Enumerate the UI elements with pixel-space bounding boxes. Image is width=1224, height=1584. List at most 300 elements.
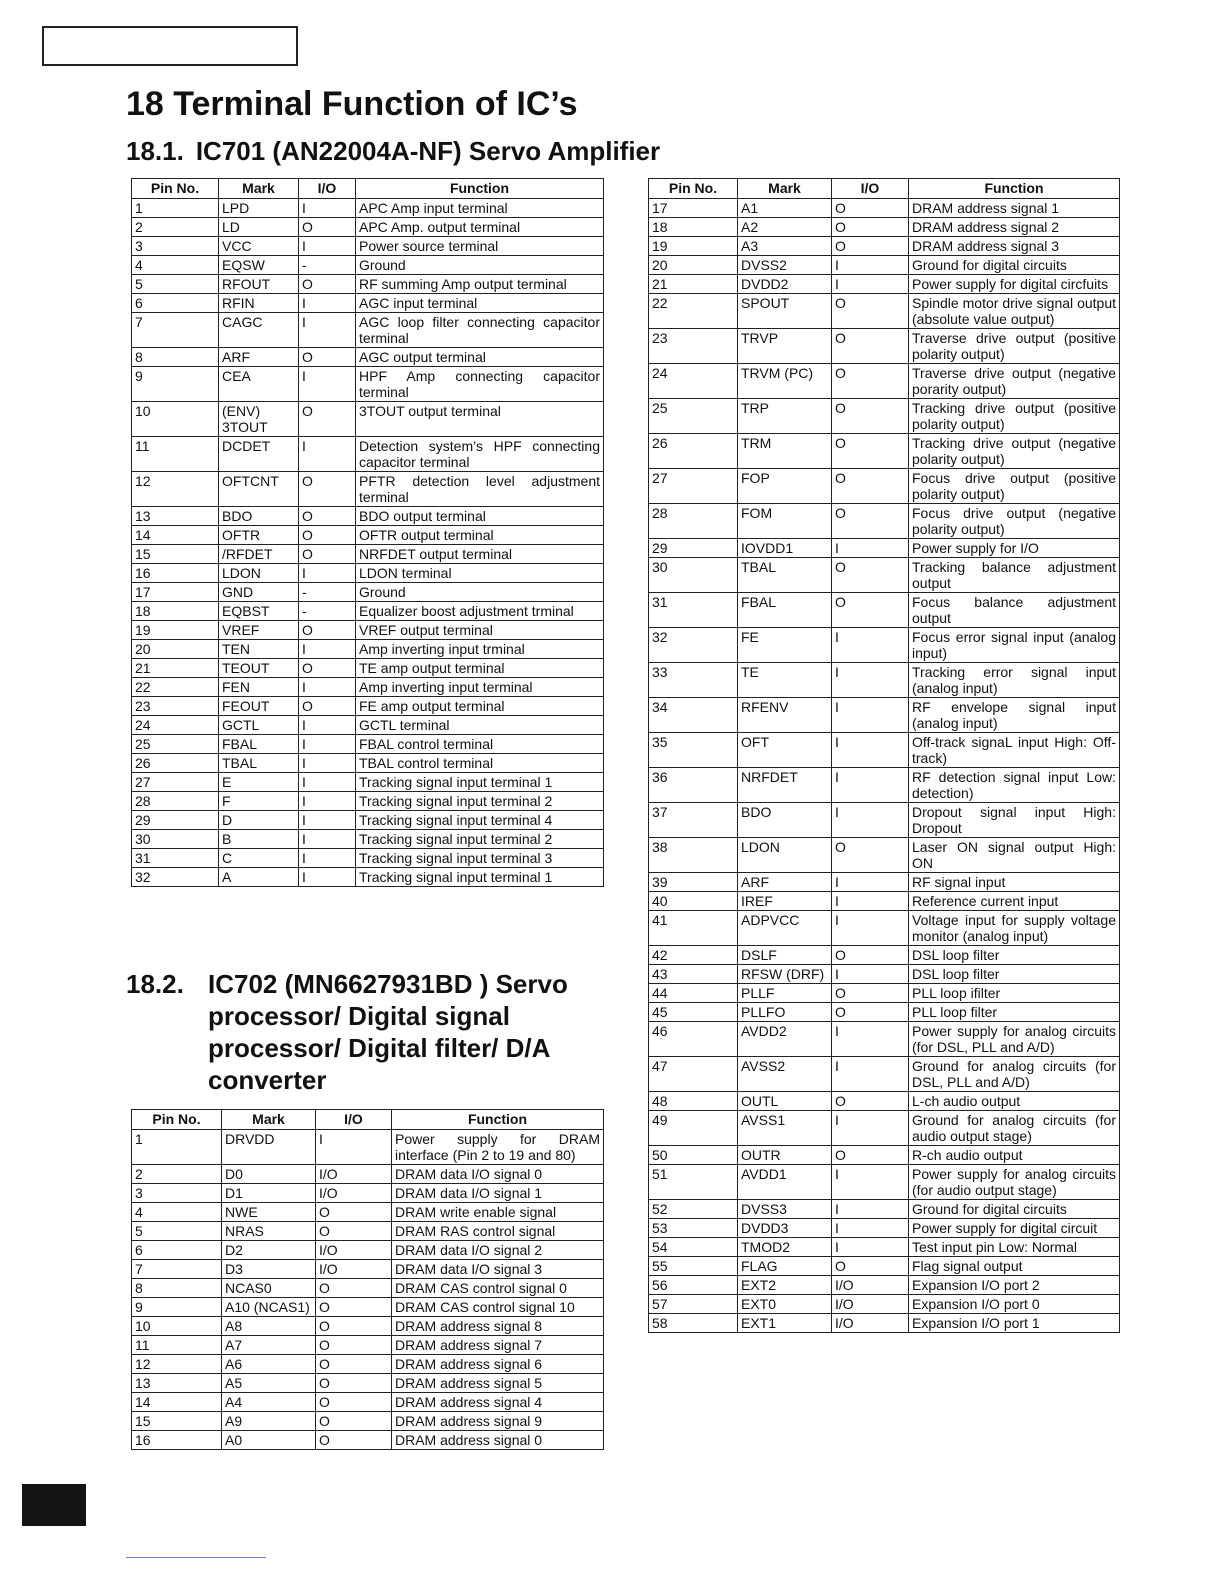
table-row — [132, 716, 604, 735]
function-cell: DRAM RAS control signal — [392, 1222, 604, 1241]
function-cell: Tracking signal input terminal 2 — [356, 792, 604, 811]
pin-number-cell: 4 — [132, 256, 219, 275]
table-row — [132, 1222, 604, 1241]
pin-number-cell: 9 — [132, 367, 219, 402]
pin-number-cell: 48 — [649, 1092, 738, 1111]
io-cell: I — [832, 1057, 909, 1092]
io-cell: O — [832, 364, 909, 399]
table-row — [132, 868, 604, 887]
table-row — [649, 469, 1120, 504]
function-header: Function — [909, 179, 1120, 199]
io-cell: O — [832, 1092, 909, 1111]
io-cell: O — [832, 946, 909, 965]
page-title: 18 Terminal Function of IC’s — [126, 85, 578, 123]
function-cell: HPF Amp connecting capacitor terminal — [356, 367, 604, 402]
io-cell: O — [832, 399, 909, 434]
pin-number-cell: 26 — [649, 434, 738, 469]
function-cell: Spindle motor drive signal output (absolute value output) — [909, 294, 1120, 329]
mark-cell: A3 — [738, 237, 832, 256]
mark-cell: RFSW (DRF) — [738, 965, 832, 984]
table-row — [649, 1257, 1120, 1276]
io-cell: O — [832, 838, 909, 873]
io-cell: O — [316, 1355, 392, 1374]
pin-number-cell: 31 — [649, 593, 738, 628]
mark-cell: ARF — [738, 873, 832, 892]
function-cell: Off-track signaL input High: Off-track) — [909, 733, 1120, 768]
section-heading-ic701 — [126, 134, 660, 168]
mark-cell: GND — [219, 583, 299, 602]
pin-number-cell: 12 — [132, 1355, 222, 1374]
pin-number-cell: 30 — [132, 830, 219, 849]
pin-number-cell: 50 — [649, 1146, 738, 1165]
function-cell: Ground for analog circuits (for DSL, PLL and A/D) — [909, 1057, 1120, 1092]
function-cell: TBAL control terminal — [356, 754, 604, 773]
function-cell: TE amp output terminal — [356, 659, 604, 678]
function-cell: Ground for analog circuits (for audio output stage) — [909, 1111, 1120, 1146]
table-row — [132, 1279, 604, 1298]
io-cell: O — [832, 469, 909, 504]
function-cell: L-ch audio output — [909, 1092, 1120, 1111]
pin-number-cell: 6 — [132, 294, 219, 313]
table-row — [649, 434, 1120, 469]
io-cell: I — [299, 830, 356, 849]
function-cell: AGC output terminal — [356, 348, 604, 367]
io-cell: I — [832, 1200, 909, 1219]
function-cell: DRAM address signal 5 — [392, 1374, 604, 1393]
table-row — [649, 218, 1120, 237]
function-cell: Tracking error signal input (analog input) — [909, 663, 1120, 698]
io-cell: O — [832, 558, 909, 593]
mark-cell: LDON — [219, 564, 299, 583]
pin-number-cell: 24 — [649, 364, 738, 399]
function-cell: Test input pin Low: Normal — [909, 1238, 1120, 1257]
table-row — [132, 218, 604, 237]
pin-number-cell: 10 — [132, 402, 219, 437]
table-row — [132, 811, 604, 830]
pin-number-cell: 18 — [649, 218, 738, 237]
mark-cell: A8 — [222, 1317, 316, 1336]
table-row — [132, 402, 604, 437]
mark-header: Mark — [738, 179, 832, 199]
table-row — [132, 792, 604, 811]
mark-cell: FEN — [219, 678, 299, 697]
io-cell: O — [832, 593, 909, 628]
io-cell: - — [299, 602, 356, 621]
mark-cell: LD — [219, 218, 299, 237]
pin-number-cell: 41 — [649, 911, 738, 946]
table-row — [649, 892, 1120, 911]
function-cell: APC Amp input terminal — [356, 199, 604, 218]
function-cell: DRAM address signal 1 — [909, 199, 1120, 218]
io-cell: O — [832, 984, 909, 1003]
mark-cell: A0 — [222, 1431, 316, 1450]
io-cell: I — [299, 437, 356, 472]
pin-number-cell: 23 — [649, 329, 738, 364]
mark-cell: D2 — [222, 1241, 316, 1260]
table-row — [649, 1057, 1120, 1092]
io-cell: O — [316, 1222, 392, 1241]
pin-number-cell: 3 — [132, 237, 219, 256]
pin-number-cell: 28 — [649, 504, 738, 539]
table-row — [649, 1092, 1120, 1111]
pin-number-cell: 24 — [132, 716, 219, 735]
io-cell: I — [299, 849, 356, 868]
function-cell: Ground for digital circuits — [909, 256, 1120, 275]
table-row — [132, 348, 604, 367]
mark-cell: C — [219, 849, 299, 868]
table-header-row — [132, 1110, 604, 1130]
io-cell: I/O — [316, 1260, 392, 1279]
io-cell: I — [832, 628, 909, 663]
io-cell: - — [299, 583, 356, 602]
pin-number-cell: 47 — [649, 1057, 738, 1092]
function-cell: Expansion I/O port 2 — [909, 1276, 1120, 1295]
table-row — [649, 199, 1120, 218]
function-cell: DRAM address signal 9 — [392, 1412, 604, 1431]
table-row — [132, 367, 604, 402]
table-row — [649, 733, 1120, 768]
table-header-row — [649, 179, 1120, 199]
io-cell: I — [299, 313, 356, 348]
io-cell: I — [316, 1130, 392, 1165]
io-cell: O — [316, 1203, 392, 1222]
mark-cell: PLLF — [738, 984, 832, 1003]
table-row — [649, 698, 1120, 733]
io-cell: O — [832, 294, 909, 329]
mark-cell: VREF — [219, 621, 299, 640]
mark-cell: EXT0 — [738, 1295, 832, 1314]
table-row — [132, 1165, 604, 1184]
function-cell: Tracking signal input terminal 2 — [356, 830, 604, 849]
mark-cell: A — [219, 868, 299, 887]
table-row — [649, 256, 1120, 275]
function-cell: Tracking balance adjustment output — [909, 558, 1120, 593]
table-row — [649, 1219, 1120, 1238]
function-cell: AGC loop filter connecting capacitor terminal — [356, 313, 604, 348]
function-cell: RF envelope signal input (analog input) — [909, 698, 1120, 733]
function-cell: RF summing Amp output terminal — [356, 275, 604, 294]
function-cell: Power supply for analog circuits (for audio output stage) — [909, 1165, 1120, 1200]
pin-number-cell: 33 — [649, 663, 738, 698]
table-row — [649, 1003, 1120, 1022]
mark-cell: CEA — [219, 367, 299, 402]
table-row — [132, 697, 604, 716]
function-cell: Amp inverting input terminal — [356, 678, 604, 697]
pin-number-cell: 19 — [132, 621, 219, 640]
io-cell: I/O — [316, 1184, 392, 1203]
function-cell: DRAM address signal 2 — [909, 218, 1120, 237]
table-row — [132, 849, 604, 868]
function-cell: DRAM address signal 4 — [392, 1393, 604, 1412]
io-cell: O — [832, 1257, 909, 1276]
mark-cell: RFENV — [738, 698, 832, 733]
mark-cell: OUTL — [738, 1092, 832, 1111]
io-cell: O — [299, 275, 356, 294]
pin-number-cell: 25 — [132, 735, 219, 754]
function-cell: Tracking signal input terminal 4 — [356, 811, 604, 830]
pin-number-cell: 56 — [649, 1276, 738, 1295]
function-cell: Focus error signal input (analog input) — [909, 628, 1120, 663]
pin-number-cell: 49 — [649, 1111, 738, 1146]
table-row — [132, 602, 604, 621]
mark-cell: TBAL — [738, 558, 832, 593]
function-cell: DRAM data I/O signal 3 — [392, 1260, 604, 1279]
mark-cell: RFOUT — [219, 275, 299, 294]
function-cell: DRAM CAS control signal 0 — [392, 1279, 604, 1298]
table-row — [649, 1314, 1120, 1333]
pin-no-header: Pin No. — [649, 179, 738, 199]
mark-cell: ARF — [219, 348, 299, 367]
function-cell: Ground — [356, 256, 604, 275]
mark-cell: A9 — [222, 1412, 316, 1431]
table-row — [649, 399, 1120, 434]
pin-number-cell: 18 — [132, 602, 219, 621]
table-row — [649, 1165, 1120, 1200]
pin-no-header: Pin No. — [132, 179, 219, 199]
table-row — [649, 628, 1120, 663]
io-cell: I — [299, 640, 356, 659]
mark-cell: D3 — [222, 1260, 316, 1279]
mark-cell: TEOUT — [219, 659, 299, 678]
pin-number-cell: 30 — [649, 558, 738, 593]
mark-cell: DVSS3 — [738, 1200, 832, 1219]
io-cell: O — [316, 1412, 392, 1431]
io-cell: I — [832, 873, 909, 892]
function-cell: Power source terminal — [356, 237, 604, 256]
table-row — [132, 735, 604, 754]
pin-number-cell: 32 — [132, 868, 219, 887]
mark-cell: OFT — [738, 733, 832, 768]
table-row — [132, 1336, 604, 1355]
io-cell: I — [299, 868, 356, 887]
function-cell: Dropout signal input High: Dropout — [909, 803, 1120, 838]
pin-number-cell: 5 — [132, 275, 219, 294]
mark-cell: F — [219, 792, 299, 811]
table-row — [649, 593, 1120, 628]
io-cell: O — [299, 507, 356, 526]
mark-cell: NRAS — [222, 1222, 316, 1241]
function-cell: DSL loop filter — [909, 965, 1120, 984]
table-row — [132, 237, 604, 256]
pin-number-cell: 32 — [649, 628, 738, 663]
function-cell: DRAM address signal 0 — [392, 1431, 604, 1450]
table-row — [649, 1295, 1120, 1314]
section-number: 18.2. — [126, 969, 184, 999]
io-cell: I/O — [832, 1314, 909, 1333]
pin-number-cell: 22 — [132, 678, 219, 697]
table-row — [649, 504, 1120, 539]
pin-number-cell: 29 — [649, 539, 738, 558]
io-cell: O — [832, 1146, 909, 1165]
table-row — [649, 984, 1120, 1003]
table-row — [649, 294, 1120, 329]
mark-cell: EXT2 — [738, 1276, 832, 1295]
function-cell: RF signal input — [909, 873, 1120, 892]
pin-number-cell: 55 — [649, 1257, 738, 1276]
mark-cell: SPOUT — [738, 294, 832, 329]
pin-number-cell: 9 — [132, 1298, 222, 1317]
mark-cell: D — [219, 811, 299, 830]
mark-cell: EQBST — [219, 602, 299, 621]
io-cell: O — [316, 1298, 392, 1317]
pin-number-cell: 57 — [649, 1295, 738, 1314]
ic701-pin-table — [131, 178, 604, 887]
io-cell: O — [832, 434, 909, 469]
pin-number-cell: 31 — [132, 849, 219, 868]
pin-number-cell: 17 — [649, 199, 738, 218]
section-title: IC702 (MN6627931BD ) Servo processor/ Digital signal processor/ Digital filter/ D/A converter — [208, 969, 568, 1095]
io-cell: I — [832, 698, 909, 733]
mark-header: Mark — [219, 179, 299, 199]
function-cell: Detection system’s HPF connecting capacitor terminal — [356, 437, 604, 472]
pin-number-cell: 52 — [649, 1200, 738, 1219]
function-cell: VREF output terminal — [356, 621, 604, 640]
mark-cell: AVDD1 — [738, 1165, 832, 1200]
function-cell: DRAM address signal 8 — [392, 1317, 604, 1336]
table-row — [649, 838, 1120, 873]
table-header-row — [132, 179, 604, 199]
io-cell: O — [299, 697, 356, 716]
io-cell: I — [832, 1219, 909, 1238]
pin-number-cell: 17 — [132, 583, 219, 602]
mark-cell: FEOUT — [219, 697, 299, 716]
mark-cell: IREF — [738, 892, 832, 911]
table-row — [132, 1130, 604, 1165]
pin-number-cell: 8 — [132, 348, 219, 367]
io-cell: O — [316, 1393, 392, 1412]
function-cell: Tracking drive output (negative polarity output) — [909, 434, 1120, 469]
pin-number-cell: 8 — [132, 1279, 222, 1298]
pin-number-cell: 34 — [649, 698, 738, 733]
mark-cell: IOVDD1 — [738, 539, 832, 558]
table-row — [132, 1203, 604, 1222]
mark-cell: ADPVCC — [738, 911, 832, 946]
table-row — [649, 911, 1120, 946]
io-cell: I/O — [316, 1241, 392, 1260]
pin-number-cell: 39 — [649, 873, 738, 892]
function-cell: LDON terminal — [356, 564, 604, 583]
mark-cell: FOM — [738, 504, 832, 539]
page-number-box — [22, 1484, 86, 1526]
io-cell: I — [832, 1238, 909, 1257]
table-row — [649, 329, 1120, 364]
function-cell: APC Amp. output terminal — [356, 218, 604, 237]
io-cell: O — [832, 199, 909, 218]
table-row — [132, 659, 604, 678]
pin-number-cell: 29 — [132, 811, 219, 830]
pin-number-cell: 14 — [132, 526, 219, 545]
io-cell: O — [299, 472, 356, 507]
io-cell: O — [299, 659, 356, 678]
table-row — [649, 364, 1120, 399]
io-cell: I — [299, 716, 356, 735]
table-row — [132, 621, 604, 640]
mark-cell: EXT1 — [738, 1314, 832, 1333]
mark-cell: TRP — [738, 399, 832, 434]
mark-cell: DRVDD — [222, 1130, 316, 1165]
pin-number-cell: 6 — [132, 1241, 222, 1260]
function-cell: PLL loop filter — [909, 1003, 1120, 1022]
io-cell: I/O — [316, 1165, 392, 1184]
function-cell: DRAM address signal 3 — [909, 237, 1120, 256]
function-cell: DRAM write enable signal — [392, 1203, 604, 1222]
pin-number-cell: 38 — [649, 838, 738, 873]
pin-number-cell: 2 — [132, 218, 219, 237]
function-header: Function — [392, 1110, 604, 1130]
pin-number-cell: 21 — [649, 275, 738, 294]
function-cell: NRFDET output terminal — [356, 545, 604, 564]
table-row — [132, 583, 604, 602]
mark-cell: A10 (NCAS1) — [222, 1298, 316, 1317]
mark-cell: AVSS1 — [738, 1111, 832, 1146]
io-cell: I — [832, 539, 909, 558]
mark-cell: TRM — [738, 434, 832, 469]
mark-cell: FOP — [738, 469, 832, 504]
ic702-pin-table-continued — [648, 178, 1120, 1333]
pin-number-cell: 7 — [132, 313, 219, 348]
mark-cell: EQSW — [219, 256, 299, 275]
function-cell: OFTR output terminal — [356, 526, 604, 545]
mark-cell: BDO — [219, 507, 299, 526]
mark-cell: TRVP — [738, 329, 832, 364]
pin-number-cell: 21 — [132, 659, 219, 678]
mark-cell: DVDD2 — [738, 275, 832, 294]
mark-cell: A4 — [222, 1393, 316, 1412]
mark-cell: PLLFO — [738, 1003, 832, 1022]
table-row — [132, 1184, 604, 1203]
function-cell: DRAM CAS control signal 10 — [392, 1298, 604, 1317]
function-cell: DSL loop filter — [909, 946, 1120, 965]
function-cell: GCTL terminal — [356, 716, 604, 735]
io-cell: I — [299, 792, 356, 811]
function-cell: FE amp output terminal — [356, 697, 604, 716]
table-row — [132, 640, 604, 659]
function-cell: BDO output terminal — [356, 507, 604, 526]
section-number: 18.1. — [126, 136, 184, 166]
table-row — [649, 1200, 1120, 1219]
function-cell: Power supply for analog circuits (for DSL, PLL and A/D) — [909, 1022, 1120, 1057]
pin-number-cell: 19 — [649, 237, 738, 256]
table-row — [132, 1260, 604, 1279]
table-row — [649, 539, 1120, 558]
mark-cell: TE — [738, 663, 832, 698]
table-row — [649, 873, 1120, 892]
mark-header: Mark — [222, 1110, 316, 1130]
pin-number-cell: 35 — [649, 733, 738, 768]
function-cell: Expansion I/O port 1 — [909, 1314, 1120, 1333]
function-cell: Power supply for digital circuit — [909, 1219, 1120, 1238]
io-cell: O — [299, 402, 356, 437]
pin-number-cell: 23 — [132, 697, 219, 716]
table-row — [649, 803, 1120, 838]
io-cell: O — [299, 526, 356, 545]
table-row — [649, 1146, 1120, 1165]
mark-cell: LPD — [219, 199, 299, 218]
mark-cell: /RFDET — [219, 545, 299, 564]
table-row — [649, 965, 1120, 984]
pin-number-cell: 10 — [132, 1317, 222, 1336]
table-row — [649, 275, 1120, 294]
pin-number-cell: 37 — [649, 803, 738, 838]
pin-number-cell: 22 — [649, 294, 738, 329]
mark-cell: TEN — [219, 640, 299, 659]
function-cell: Amp inverting input trminal — [356, 640, 604, 659]
pin-number-cell: 5 — [132, 1222, 222, 1241]
section-title: IC701 (AN22004A-NF) Servo Amplifier — [195, 136, 661, 166]
mark-cell: DCDET — [219, 437, 299, 472]
io-cell: I — [299, 773, 356, 792]
pin-number-cell: 3 — [132, 1184, 222, 1203]
